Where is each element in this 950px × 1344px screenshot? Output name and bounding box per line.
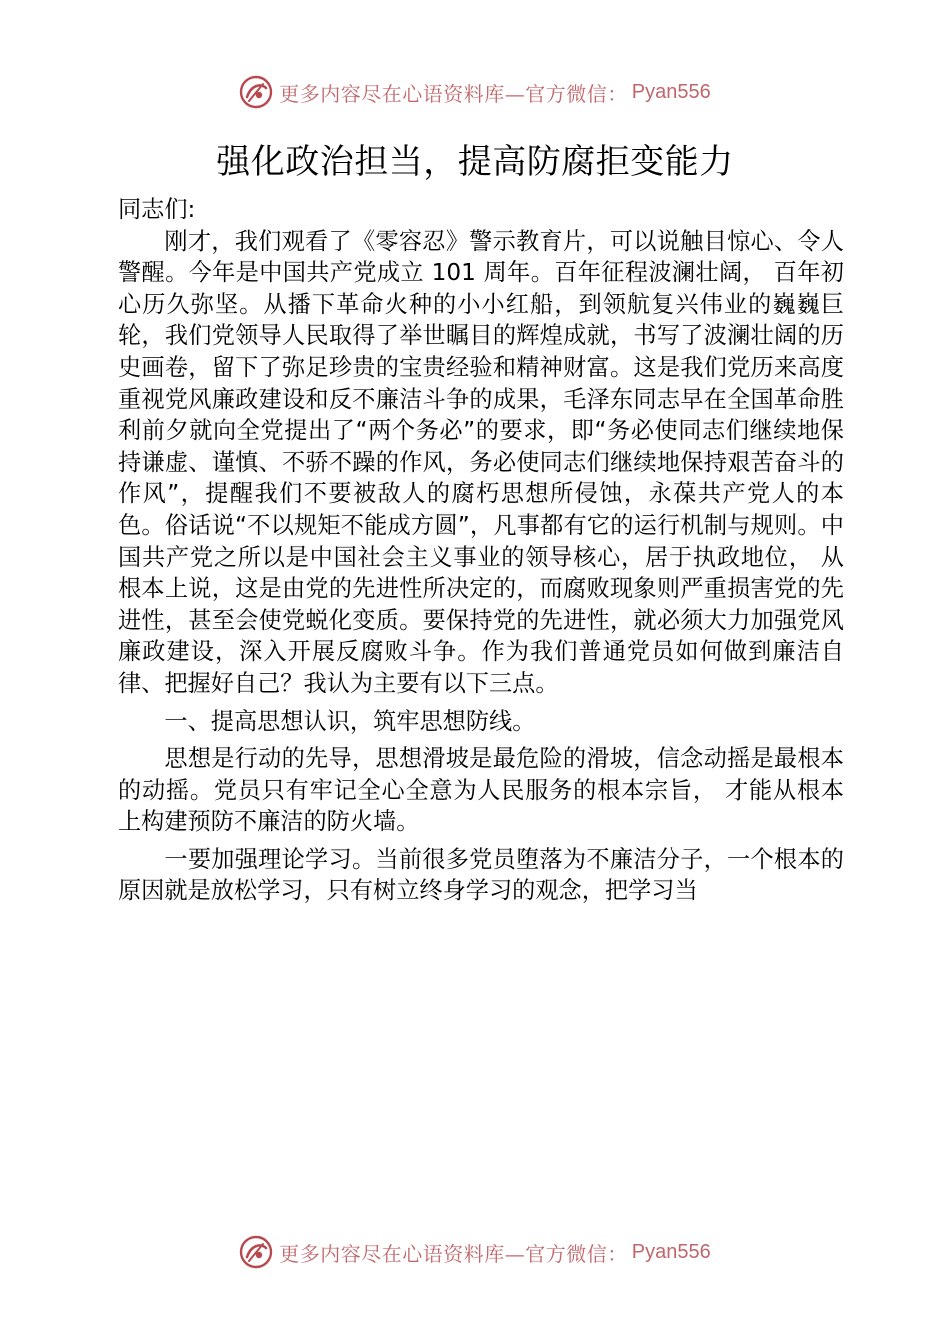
section-heading: 一、提高思想认识，筑牢思想防线。: [164, 707, 536, 735]
body-paragraph: 刚才，我们观看了《零容忍》警示教育片，可以说触目惊心、令人警醒。今年是中国共产党成立 101 周年。百年征程波澜壮阔， 百年初心历久弥坚。从播下革命火种的小小红船，到领航复兴伟业的巍巍巨轮，我们党领导人民取得了举世瞩目的辉煌成就，书写了波澜壮阔的历史画卷，留下了弥足珍贵的宝贵经验和精神财富。这是我们党历来高度重视党风廉政建设和反不廉洁斗争的成果，毛泽东同志早在全国革命胜利前夕就向全党提出了“两个务必”的要求，即“务必使同志们继续地保持谦虚、谨慎、不骄不躁的作风，务必使同志们继续地保持艰苦奋斗的作风”，提醒我们不要被敌人的腐朽思想所侵蚀，永葆共产党人的本色。俗话说“不以规矩不能成方圆”，凡事都有它的运行机制与规则。中国共产党之所以是中国社会主义事业的领导核心，居于执政地位， 从根本上说，这是由党的先进性所决定的，而腐败现象则严重损害党的先进性，甚至会使党蜕化变质。要保持党的先进性，就必须大力加强党风廉政建设，深入开展反腐败斗争。作为我们普通党员如何做到廉洁自律、把握好自己？我认为主要有以下三点。: [118, 227, 844, 697]
watermark-wechat-id: Pyan556: [631, 80, 711, 103]
logo-seal-icon: [239, 1235, 273, 1269]
watermark-wechat-id: Pyan556: [631, 1240, 711, 1263]
salutation: 同志们:: [118, 196, 196, 223]
header-watermark: [0, 70, 950, 114]
document-title: 强化政治担当，提高防腐拒变能力: [216, 142, 734, 182]
document-body: [118, 194, 844, 907]
watermark-text: 更多内容尽在心语资料库—官方微信：: [279, 1241, 628, 1266]
logo-seal-icon: [239, 75, 273, 109]
footer-watermark: [0, 1230, 950, 1274]
watermark-text: 更多内容尽在心语资料库—官方微信：: [279, 81, 628, 106]
body-paragraph: 一要加强理论学习。当前很多党员堕落为不廉洁分子，一个根本的原因就是放松学习，只有树立终身学习的观念，把学习当: [118, 845, 844, 905]
body-paragraph: 思想是行动的先导，思想滑坡是最危险的滑坡，信念动摇是最根本的动摇。党员只有牢记全心全意为人民服务的根本宗旨， 才能从根本上构建预防不廉洁的防火墙。: [118, 745, 844, 836]
